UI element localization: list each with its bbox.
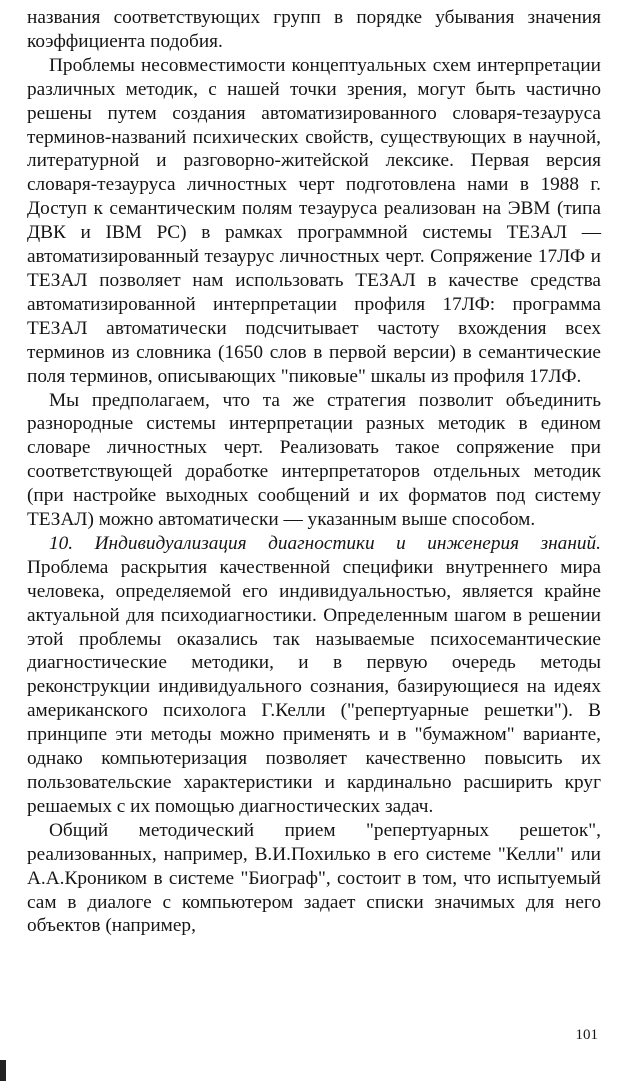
paragraph-section-10 [27,532,601,819]
section-text: Проблема раскрытия качественной специфики внутреннего мира человека, определяемой его индивидуальностью, является крайне актуальной для психодиагностики. Определенным шагом в решении этой проблемы оказались так называемые психосемантические диагностические методики, и в первую очередь методы реконструкции индивидуального сознания, базирующиеся на идеях американского психолога Г.Келли ("репертуарные решетки"). В принципе эти методы можно применять и в "бумажном" варианте, однако компьютеризация позволяет качественно повысить их пользовательские характеристики и кардинально расширить круг решаемых с их помощью диагностических задач. [27,556,601,817]
scan-edge-mark [0,1060,6,1081]
paragraph-repertory-grids: Общий методический прием "репертуарных решеток", реализованных, например, В.И.Похилько в его системе "Келли" или А.А.Кроником в системе "Биограф", состоит в том, что испытуемый сам в диалоге с компьютером задает списки значимых для него объектов (например, [27,819,601,937]
page-number: 101 [575,1027,598,1043]
section-heading: 10. Индивидуализация диагностики и инженерия знаний. [49,532,601,554]
paragraph-continuation: названия соответствующих групп в порядке убывания значения коэффициента подобия. [27,7,601,52]
page-body [27,6,601,938]
paragraph-strategy: Мы предполагаем, что та же стратегия позволит объединить разнородные системы интерпретации разных методик в едином словаре личностных черт. Реализовать такое сопряжение при соответствующей доработке интерпретаторов отдельных методик (при настройке выходных сообщений и их форматов под систему ТЕЗАЛ) можно автоматически — указанным выше способом. [27,389,601,531]
paragraph-thesaurus: Проблемы несовместимости концептуальных схем интерпретации различных методик, с нашей точки зрения, могут быть частично решены путем создания автоматизированного словаря-тезауруса терминов-названий психических свойств, существующих в научной, литературной и разговорно-житейской лексике. Первая версия словаря-тезауруса личностных черт подготовлена нами в 1988 г. Доступ к семантическим полям тезауруса реализован на ЭВМ (типа ДВК и IBM PC) в рамках программной системы ТЕЗАЛ — автоматизированный тезаурус личностных черт. Сопряжение 17ЛФ и ТЕЗАЛ позволяет нам использовать ТЕЗАЛ в качестве средства автоматизированной интерпретации профиля 17ЛФ: программа ТЕЗАЛ автоматически подсчитывает частоту вхождения всех терминов из словника (1650 слов в первой версии) в семантические поля терминов, описывающих "пиковые" шкалы из профиля 17ЛФ. [27,54,601,387]
